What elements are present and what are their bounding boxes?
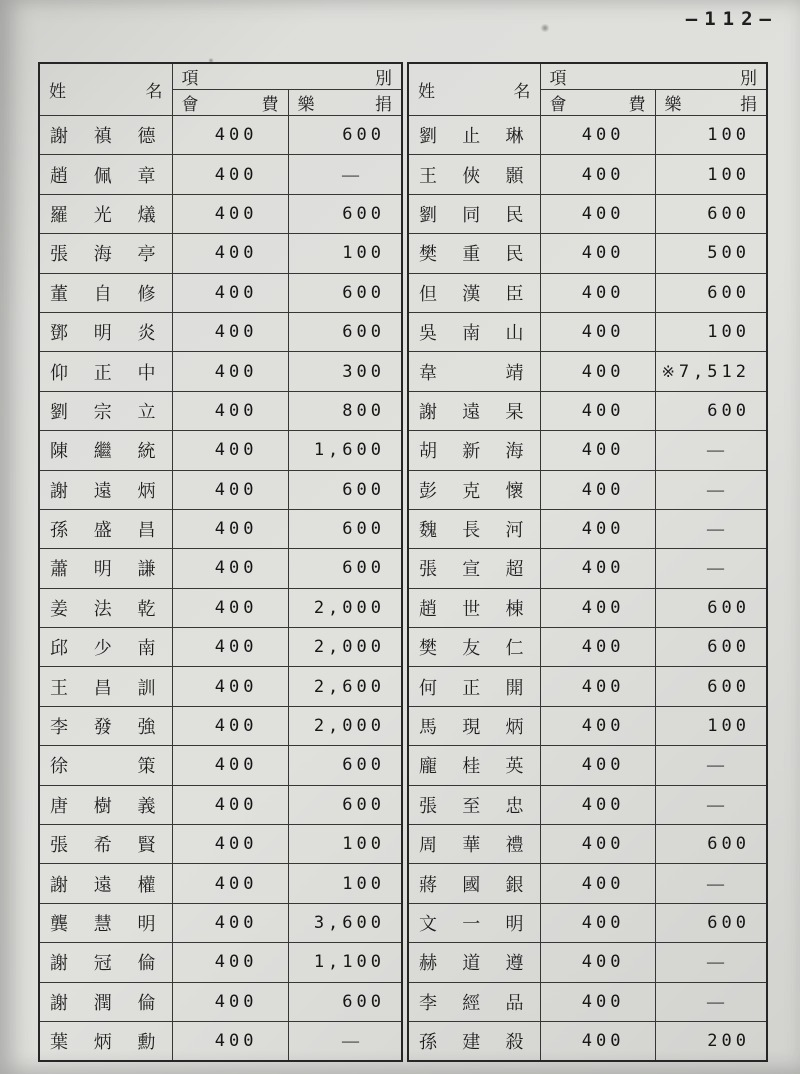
table-row	[39, 864, 402, 903]
table-row	[39, 194, 402, 233]
membership-fee-value: 400	[540, 352, 655, 391]
membership-fee-value: 400	[540, 273, 655, 312]
member-name: 劉 宗 立	[39, 391, 172, 430]
table-row	[408, 194, 767, 233]
donation-value: 2,000	[288, 706, 402, 745]
table-row	[39, 982, 402, 1021]
table-row	[408, 234, 767, 273]
table-row	[408, 785, 767, 824]
member-name: 謝 潤 倫	[39, 982, 172, 1021]
member-name: 但 漢 臣	[408, 273, 540, 312]
member-name: 魏 長 河	[408, 509, 540, 548]
member-name: 彭 克 懷	[408, 470, 540, 509]
member-name: 張 宣 超	[408, 549, 540, 588]
membership-fee-value: 400	[540, 509, 655, 548]
member-name: 趙 世 棟	[408, 588, 540, 627]
table-row	[39, 588, 402, 627]
donation-value: 100	[655, 116, 767, 155]
membership-fee-value: 400	[540, 628, 655, 667]
donation-value: 300	[288, 352, 402, 391]
member-name: 劉 同 民	[408, 194, 540, 233]
member-name: 陳 繼 統	[39, 431, 172, 470]
member-name: 吳 南 山	[408, 312, 540, 351]
member-name: 謝 遠 權	[39, 864, 172, 903]
table-row	[39, 352, 402, 391]
member-name: 樊 友 仁	[408, 628, 540, 667]
membership-fee-value: 400	[540, 431, 655, 470]
table-row	[39, 746, 402, 785]
membership-fee-value: 400	[540, 667, 655, 706]
membership-fee-value: 400	[172, 746, 288, 785]
table-row	[39, 312, 402, 351]
donation-value: —	[655, 785, 767, 824]
table-row	[39, 509, 402, 548]
table-row	[39, 549, 402, 588]
member-name: 李 發 強	[39, 706, 172, 745]
membership-fee-value: 400	[172, 785, 288, 824]
header-category: 項 別	[540, 63, 767, 90]
membership-fee-value: 400	[540, 864, 655, 903]
member-table-right	[407, 62, 768, 1062]
membership-fee-value: 400	[540, 706, 655, 745]
membership-fee-value: 400	[172, 431, 288, 470]
donation-value: 600	[655, 825, 767, 864]
table-row	[39, 628, 402, 667]
member-name: 趙 佩 章	[39, 155, 172, 194]
membership-fee-value: 400	[172, 273, 288, 312]
header-donation: 樂 捐	[655, 90, 767, 116]
membership-fee-value: 400	[540, 234, 655, 273]
donation-value: 500	[655, 234, 767, 273]
donation-value: —	[655, 549, 767, 588]
table-row	[39, 234, 402, 273]
membership-fee-value: 400	[540, 825, 655, 864]
table-row	[408, 746, 767, 785]
table-row	[408, 470, 767, 509]
membership-fee-value: 400	[172, 116, 288, 155]
membership-fee-value: 400	[172, 982, 288, 1021]
table-row	[39, 431, 402, 470]
member-name: 蔣 國 銀	[408, 864, 540, 903]
member-name: 張 希 賢	[39, 825, 172, 864]
membership-fee-value: 400	[172, 864, 288, 903]
donation-value: 3,600	[288, 903, 402, 942]
membership-fee-value: 400	[172, 825, 288, 864]
member-name: 胡 新 海	[408, 431, 540, 470]
donation-value: —	[655, 509, 767, 548]
membership-fee-value: 400	[540, 549, 655, 588]
table-row	[39, 825, 402, 864]
table-row	[39, 116, 402, 155]
donation-value: 100	[655, 312, 767, 351]
donation-value: 100	[288, 234, 402, 273]
donation-value: 600	[288, 746, 402, 785]
membership-fee-value: 400	[172, 234, 288, 273]
donation-value: 600	[655, 667, 767, 706]
table-row	[39, 785, 402, 824]
donation-value: 600	[655, 628, 767, 667]
donation-value: 600	[288, 470, 402, 509]
member-name: 徐 策	[39, 746, 172, 785]
table-row	[408, 549, 767, 588]
table-row	[39, 273, 402, 312]
membership-fee-value: 400	[172, 549, 288, 588]
table-row	[408, 116, 767, 155]
member-name: 李 經 品	[408, 982, 540, 1021]
member-name: 謝 遠 炳	[39, 470, 172, 509]
table-row	[408, 982, 767, 1021]
membership-fee-value: 400	[172, 470, 288, 509]
table-row	[408, 943, 767, 982]
membership-fee-value: 400	[540, 116, 655, 155]
scan-smudge	[540, 24, 550, 32]
table-row	[408, 903, 767, 942]
membership-fee-value: 400	[172, 352, 288, 391]
donation-value: —	[655, 943, 767, 982]
donation-value: —	[655, 864, 767, 903]
membership-fee-value: 400	[172, 588, 288, 627]
membership-fee-value: 400	[172, 1021, 288, 1061]
member-name: 蕭 明 謙	[39, 549, 172, 588]
donation-value: 600	[655, 903, 767, 942]
membership-fee-value: 400	[172, 155, 288, 194]
member-name: 王 昌 訓	[39, 667, 172, 706]
member-table-left	[38, 62, 403, 1062]
member-name: 鄧 明 炎	[39, 312, 172, 351]
member-name: 龐 桂 英	[408, 746, 540, 785]
donation-value: 800	[288, 391, 402, 430]
donation-value: 100	[288, 825, 402, 864]
membership-fee-value: 400	[540, 903, 655, 942]
member-name: 唐 樹 義	[39, 785, 172, 824]
donation-value: 600	[288, 785, 402, 824]
reference-mark: ※	[661, 362, 675, 382]
donation-value: 200	[655, 1021, 767, 1061]
page-number: —112—	[685, 8, 778, 30]
member-name: 赫 道 遵	[408, 943, 540, 982]
table-row	[408, 864, 767, 903]
table-row	[39, 667, 402, 706]
member-name: 孫 建 殺	[408, 1021, 540, 1061]
membership-fee-value: 400	[172, 194, 288, 233]
membership-fee-value: 400	[540, 785, 655, 824]
membership-fee-tables	[38, 62, 768, 1062]
table-row	[408, 509, 767, 548]
table-row	[408, 667, 767, 706]
donation-value: 100	[288, 864, 402, 903]
table-row	[408, 588, 767, 627]
donation-value: 2,000	[288, 588, 402, 627]
header-row-category	[39, 63, 402, 90]
table-row	[39, 706, 402, 745]
membership-fee-value: 400	[172, 903, 288, 942]
membership-fee-value: 400	[172, 312, 288, 351]
membership-fee-value: 400	[540, 312, 655, 351]
table-row	[408, 825, 767, 864]
membership-fee-value: 400	[172, 943, 288, 982]
member-name: 何 正 開	[408, 667, 540, 706]
header-name: 姓 名	[39, 63, 172, 116]
header-row-category	[408, 63, 767, 90]
member-name: 謝 遠 杲	[408, 391, 540, 430]
header-donation: 樂 捐	[288, 90, 402, 116]
header-name: 姓 名	[408, 63, 540, 116]
member-name: 仰 正 中	[39, 352, 172, 391]
donation-value: 600	[288, 273, 402, 312]
member-name: 謝 禛 德	[39, 116, 172, 155]
member-name: 文 一 明	[408, 903, 540, 942]
header-fee: 會 費	[540, 90, 655, 116]
donation-value: —	[288, 1021, 402, 1061]
membership-fee-value: 400	[172, 391, 288, 430]
donation-value: 100	[655, 706, 767, 745]
table-row	[408, 312, 767, 351]
table-row	[39, 1021, 402, 1061]
table-row	[408, 431, 767, 470]
donation-value: —	[288, 155, 402, 194]
membership-fee-value: 400	[540, 982, 655, 1021]
member-name: 邱 少 南	[39, 628, 172, 667]
member-name: 羅 光 燨	[39, 194, 172, 233]
donation-value: 600	[288, 194, 402, 233]
member-name: 董 自 修	[39, 273, 172, 312]
member-name: 姜 法 乾	[39, 588, 172, 627]
member-name: 韋 靖	[408, 352, 540, 391]
member-name: 葉 炳 勳	[39, 1021, 172, 1061]
donation-value: 600	[655, 194, 767, 233]
membership-fee-value: 400	[540, 391, 655, 430]
table-row	[408, 628, 767, 667]
member-name: 龔 慧 明	[39, 903, 172, 942]
member-name: 周 華 禮	[408, 825, 540, 864]
donation-value: 600	[288, 509, 402, 548]
member-name: 馬 現 炳	[408, 706, 540, 745]
donation-value: 600	[288, 549, 402, 588]
donation-value: 1,600	[288, 431, 402, 470]
header-fee: 會 費	[172, 90, 288, 116]
donation-value: ※ 7,512	[655, 352, 767, 391]
membership-fee-value: 400	[540, 470, 655, 509]
donation-value: 100	[655, 155, 767, 194]
membership-fee-value: 400	[540, 1021, 655, 1061]
header-category: 項 別	[172, 63, 402, 90]
donation-value: 1,100	[288, 943, 402, 982]
donation-value: 2,000	[288, 628, 402, 667]
member-name: 張 至 忠	[408, 785, 540, 824]
membership-fee-value: 400	[540, 588, 655, 627]
table-row	[408, 1021, 767, 1061]
member-name: 王 俠 顥	[408, 155, 540, 194]
donation-value: 2,600	[288, 667, 402, 706]
table-row	[408, 273, 767, 312]
donation-value: 600	[655, 391, 767, 430]
member-name: 謝 冠 倫	[39, 943, 172, 982]
table-row	[39, 943, 402, 982]
donation-value: 600	[288, 982, 402, 1021]
table-row	[39, 155, 402, 194]
membership-fee-value: 400	[172, 706, 288, 745]
membership-fee-value: 400	[540, 746, 655, 785]
member-name: 劉 止 琳	[408, 116, 540, 155]
donation-value: —	[655, 982, 767, 1021]
membership-fee-value: 400	[540, 943, 655, 982]
donation-value: —	[655, 470, 767, 509]
membership-fee-value: 400	[172, 509, 288, 548]
membership-fee-value: 400	[540, 155, 655, 194]
table-row	[39, 470, 402, 509]
membership-fee-value: 400	[172, 667, 288, 706]
donation-value: 600	[288, 116, 402, 155]
table-row	[408, 155, 767, 194]
table-row	[408, 706, 767, 745]
member-name: 孫 盛 昌	[39, 509, 172, 548]
donation-value: 600	[288, 312, 402, 351]
table-row	[408, 352, 767, 391]
table-row	[39, 903, 402, 942]
table-row	[39, 391, 402, 430]
donation-value: 600	[655, 273, 767, 312]
member-name: 張 海 亭	[39, 234, 172, 273]
member-name: 樊 重 民	[408, 234, 540, 273]
donation-value: 600	[655, 588, 767, 627]
membership-fee-value: 400	[540, 194, 655, 233]
table-row	[408, 391, 767, 430]
donation-value: —	[655, 746, 767, 785]
membership-fee-value: 400	[172, 628, 288, 667]
donation-value: —	[655, 431, 767, 470]
